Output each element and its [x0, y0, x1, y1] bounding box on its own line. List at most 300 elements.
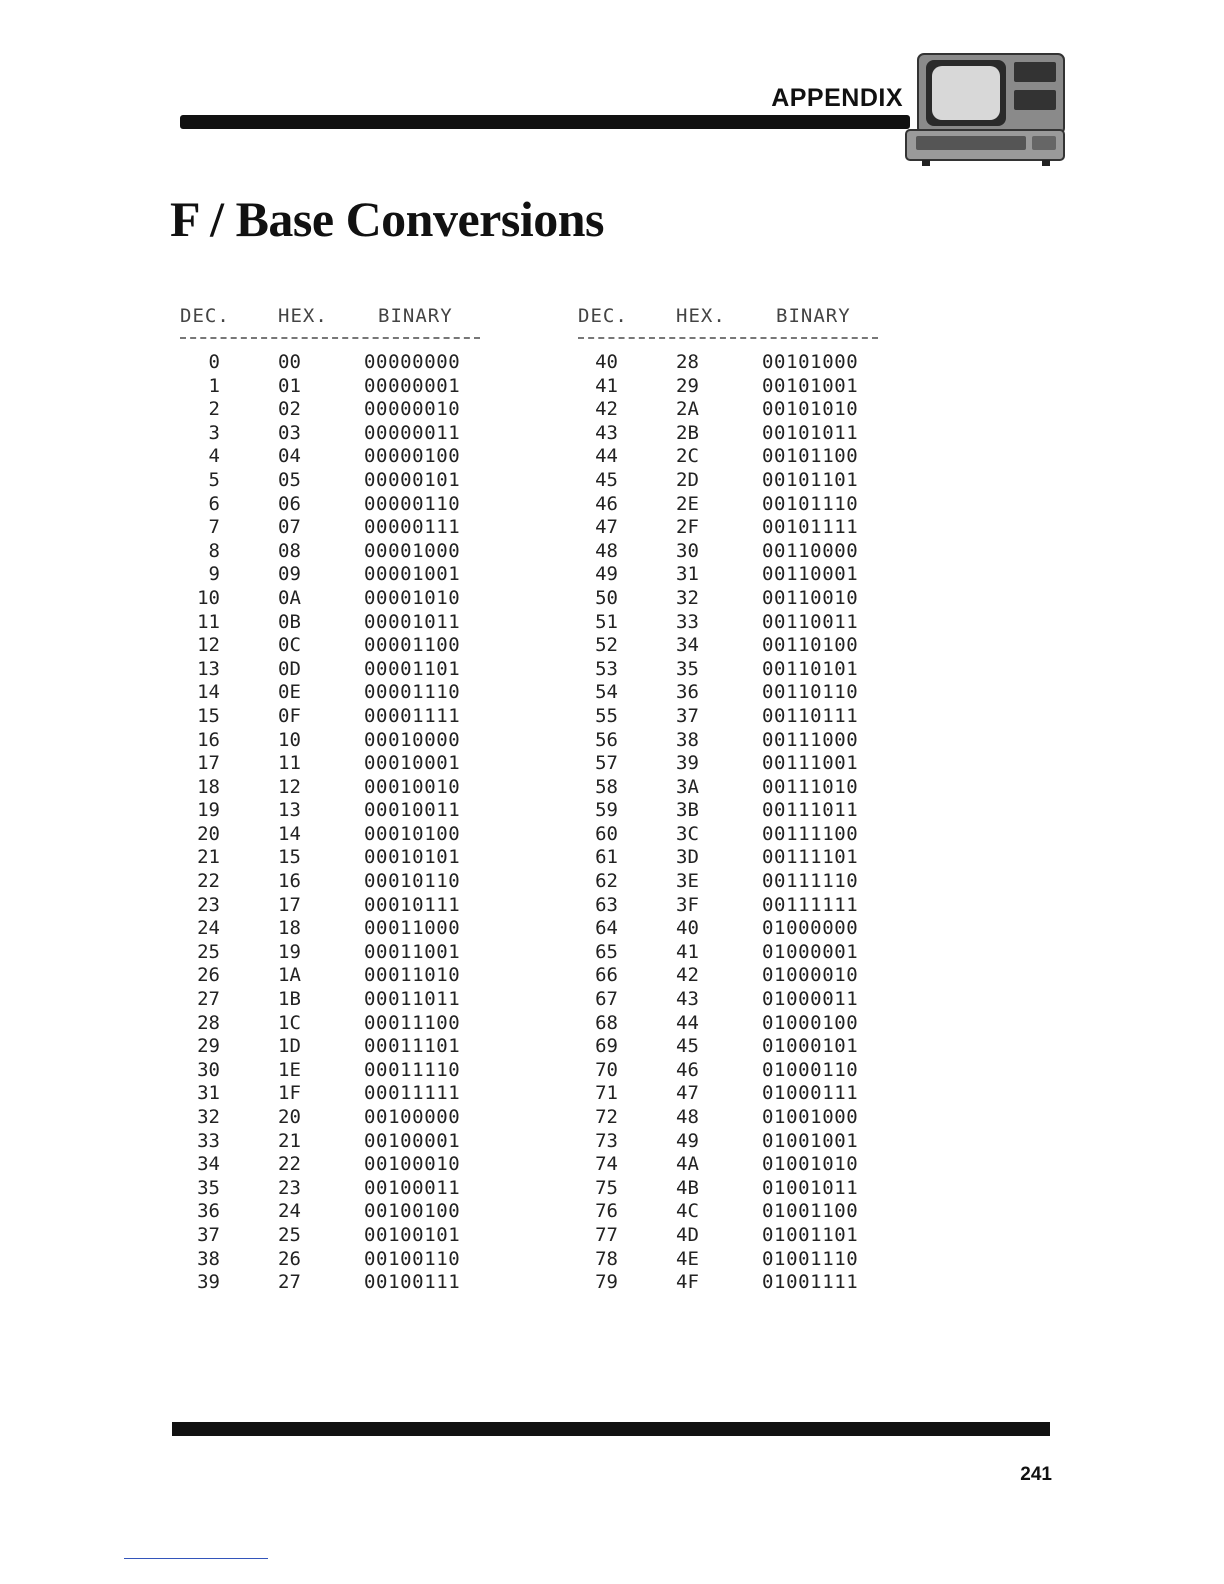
table-row [178, 729, 488, 753]
binary-cell: 00101111 [762, 516, 859, 539]
binary-cell: 00111101 [762, 846, 859, 869]
table-row [178, 1153, 488, 1177]
table-row [576, 1200, 886, 1224]
dec-cell: 62 [595, 870, 618, 893]
binary-cell: 00010101 [364, 846, 461, 869]
dec-cell: 44 [595, 445, 618, 468]
dec-cell: 6 [208, 492, 220, 515]
hex-cell: 30 [676, 539, 699, 562]
binary-cell: 00101011 [762, 421, 859, 444]
dec-cell: 48 [595, 539, 618, 562]
table-row [178, 422, 488, 446]
dec-cell: 78 [595, 1247, 618, 1270]
hex-cell: 07 [278, 516, 301, 539]
dec-cell: 2 [208, 398, 220, 421]
binary-cell: 00110010 [762, 586, 859, 609]
dec-cell: 54 [595, 681, 618, 704]
table-body [576, 351, 886, 1295]
table-row [576, 870, 886, 894]
binary-cell: 00101010 [762, 398, 859, 421]
hex-cell: 08 [278, 539, 301, 562]
binary-cell: 00111011 [762, 799, 859, 822]
dec-cell: 39 [197, 1271, 220, 1294]
binary-cell: 00011010 [364, 964, 461, 987]
dec-cell: 22 [197, 870, 220, 893]
table-row [178, 870, 488, 894]
dec-cell: 77 [595, 1223, 618, 1246]
dec-cell: 58 [595, 775, 618, 798]
table-row [178, 894, 488, 918]
dec-cell: 37 [197, 1223, 220, 1246]
hex-cell: 33 [676, 610, 699, 633]
table-row [178, 752, 488, 776]
hex-cell: 34 [676, 634, 699, 657]
hex-cell: 06 [278, 492, 301, 515]
hex-cell: 11 [278, 752, 301, 775]
column-header-dec: DEC. [578, 305, 628, 327]
hex-cell: 01 [278, 374, 301, 397]
table-row [576, 516, 886, 540]
binary-cell: 00010110 [364, 870, 461, 893]
binary-cell: 00001100 [364, 634, 461, 657]
binary-cell: 00110111 [762, 704, 859, 727]
binary-cell: 00111001 [762, 752, 859, 775]
column-header-hex: HEX. [676, 305, 726, 327]
binary-cell: 01001101 [762, 1223, 859, 1246]
hex-cell: 4D [676, 1223, 699, 1246]
dec-cell: 70 [595, 1058, 618, 1081]
table-row [178, 1106, 488, 1130]
table-row [178, 799, 488, 823]
binary-cell: 00101101 [762, 468, 859, 491]
dec-cell: 23 [197, 893, 220, 916]
hex-cell: 2E [676, 492, 699, 515]
dec-cell: 45 [595, 468, 618, 491]
table-row [576, 799, 886, 823]
binary-cell: 01000000 [762, 917, 859, 940]
table-row [178, 1059, 488, 1083]
table-row [178, 658, 488, 682]
table-row [178, 1082, 488, 1106]
dec-cell: 7 [208, 516, 220, 539]
table-row [178, 351, 488, 375]
hex-cell: 1D [278, 1035, 301, 1058]
hex-cell: 03 [278, 421, 301, 444]
binary-cell: 00010100 [364, 822, 461, 845]
binary-cell: 00110100 [762, 634, 859, 657]
table-row [178, 964, 488, 988]
binary-cell: 01000010 [762, 964, 859, 987]
hex-cell: 0A [278, 586, 301, 609]
table-row [576, 611, 886, 635]
table-row [576, 846, 886, 870]
table-row [576, 752, 886, 776]
table-row [576, 422, 886, 446]
binary-cell: 00101001 [762, 374, 859, 397]
table-row [576, 941, 886, 965]
dec-cell: 60 [595, 822, 618, 845]
hex-cell: 2B [676, 421, 699, 444]
hex-cell: 4E [676, 1247, 699, 1270]
dec-cell: 19 [197, 799, 220, 822]
table-row [178, 1271, 488, 1295]
table-row [178, 540, 488, 564]
dec-cell: 24 [197, 917, 220, 940]
binary-cell: 01000111 [762, 1082, 859, 1105]
table-row [178, 611, 488, 635]
binary-cell: 00000001 [364, 374, 461, 397]
dec-cell: 9 [208, 563, 220, 586]
column-header-dec: DEC. [180, 305, 230, 327]
binary-cell: 00101100 [762, 445, 859, 468]
hex-cell: 20 [278, 1106, 301, 1128]
binary-cell: 01001000 [762, 1106, 859, 1128]
binary-cell: 00001110 [364, 681, 461, 704]
footer-rule [172, 1422, 1050, 1436]
hex-cell: 17 [278, 893, 301, 916]
column-header-binary: BINARY [776, 305, 851, 327]
dec-cell: 43 [595, 421, 618, 444]
hex-cell: 41 [676, 940, 699, 963]
table-row [178, 941, 488, 965]
binary-cell: 00011110 [364, 1058, 461, 1081]
binary-cell: 00101000 [762, 351, 859, 373]
hex-cell: 32 [676, 586, 699, 609]
hex-cell: 29 [676, 374, 699, 397]
dec-cell: 79 [595, 1271, 618, 1294]
binary-cell: 01000101 [762, 1035, 859, 1058]
table-row [178, 469, 488, 493]
dec-cell: 15 [197, 704, 220, 727]
binary-cell: 01001010 [762, 1153, 859, 1176]
table-row [178, 445, 488, 469]
dec-cell: 33 [197, 1129, 220, 1152]
hex-cell: 48 [676, 1106, 699, 1128]
hex-cell: 19 [278, 940, 301, 963]
dec-cell: 36 [197, 1200, 220, 1223]
dec-cell: 67 [595, 988, 618, 1011]
hex-cell: 05 [278, 468, 301, 491]
table-row [576, 1224, 886, 1248]
binary-cell: 00100100 [364, 1200, 461, 1223]
hex-cell: 46 [676, 1058, 699, 1081]
table-row [576, 587, 886, 611]
binary-cell: 00111010 [762, 775, 859, 798]
hex-cell: 4F [676, 1271, 699, 1294]
dec-cell: 73 [595, 1129, 618, 1152]
hex-cell: 04 [278, 445, 301, 468]
table-row [178, 375, 488, 399]
binary-cell: 00010001 [364, 752, 461, 775]
dec-cell: 74 [595, 1153, 618, 1176]
column-header-binary: BINARY [378, 305, 453, 327]
table-row [178, 398, 488, 422]
hex-cell: 40 [676, 917, 699, 940]
binary-cell: 00100110 [364, 1247, 461, 1270]
page-number: 241 [1020, 1464, 1052, 1485]
binary-cell: 00000000 [364, 351, 461, 373]
dec-cell: 25 [197, 940, 220, 963]
table-row [576, 1130, 886, 1154]
binary-cell: 00111111 [762, 893, 859, 916]
dec-cell: 65 [595, 940, 618, 963]
table-row [178, 988, 488, 1012]
binary-cell: 00110110 [762, 681, 859, 704]
dec-cell: 14 [197, 681, 220, 704]
hex-cell: 2A [676, 398, 699, 421]
dec-cell: 64 [595, 917, 618, 940]
binary-cell: 01001100 [762, 1200, 859, 1223]
binary-cell: 00001101 [364, 657, 461, 680]
dec-cell: 56 [595, 728, 618, 751]
binary-cell: 00000110 [364, 492, 461, 515]
table-row [576, 469, 886, 493]
table-row [576, 563, 886, 587]
table-row [576, 729, 886, 753]
hex-cell: 0B [278, 610, 301, 633]
table-row [576, 1035, 886, 1059]
binary-cell: 00011100 [364, 1011, 461, 1034]
table-row [576, 1153, 886, 1177]
dec-cell: 41 [595, 374, 618, 397]
table-row [178, 1248, 488, 1272]
table-row [178, 823, 488, 847]
dec-cell: 51 [595, 610, 618, 633]
table-row [178, 1012, 488, 1036]
table-row [178, 705, 488, 729]
dec-cell: 0 [208, 351, 220, 373]
hex-cell: 3B [676, 799, 699, 822]
binary-cell: 00000010 [364, 398, 461, 421]
hex-cell: 02 [278, 398, 301, 421]
dec-cell: 50 [595, 586, 618, 609]
binary-cell: 00000100 [364, 445, 461, 468]
dec-cell: 61 [595, 846, 618, 869]
dec-cell: 72 [595, 1106, 618, 1128]
hex-cell: 21 [278, 1129, 301, 1152]
hex-cell: 22 [278, 1153, 301, 1176]
dec-cell: 76 [595, 1200, 618, 1223]
binary-cell: 00000011 [364, 421, 461, 444]
hex-cell: 2C [676, 445, 699, 468]
dec-cell: 40 [595, 351, 618, 373]
dec-cell: 53 [595, 657, 618, 680]
binary-cell: 01000110 [762, 1058, 859, 1081]
binary-cell: 01001111 [762, 1271, 859, 1294]
hex-cell: 3A [676, 775, 699, 798]
hex-cell: 23 [278, 1176, 301, 1199]
hex-cell: 0F [278, 704, 301, 727]
hex-cell: 25 [278, 1223, 301, 1246]
table-row [576, 1012, 886, 1036]
hex-cell: 2F [676, 516, 699, 539]
table-row [576, 1271, 886, 1295]
footnote-divider [124, 1558, 268, 1559]
table-row [178, 634, 488, 658]
hex-cell: 0D [278, 657, 301, 680]
dec-cell: 20 [197, 822, 220, 845]
table-row [576, 375, 886, 399]
dec-cell: 69 [595, 1035, 618, 1058]
hex-cell: 09 [278, 563, 301, 586]
dec-cell: 52 [595, 634, 618, 657]
dec-cell: 55 [595, 704, 618, 727]
dec-cell: 47 [595, 516, 618, 539]
dec-cell: 49 [595, 563, 618, 586]
column-header-hex: HEX. [278, 305, 328, 327]
hex-cell: 1A [278, 964, 301, 987]
dec-cell: 42 [595, 398, 618, 421]
hex-cell: 18 [278, 917, 301, 940]
dec-cell: 59 [595, 799, 618, 822]
table-row [576, 634, 886, 658]
binary-cell: 00001000 [364, 539, 461, 562]
hex-cell: 13 [278, 799, 301, 822]
table-row [576, 964, 886, 988]
dec-cell: 8 [208, 539, 220, 562]
table-row [576, 1082, 886, 1106]
binary-cell: 01000011 [762, 988, 859, 1011]
dec-cell: 3 [208, 421, 220, 444]
table-body [178, 351, 488, 1295]
hex-cell: 37 [676, 704, 699, 727]
header-rule [180, 115, 910, 129]
hex-cell: 43 [676, 988, 699, 1011]
binary-cell: 00011101 [364, 1035, 461, 1058]
hex-cell: 0C [278, 634, 301, 657]
dec-cell: 13 [197, 657, 220, 680]
hex-cell: 1F [278, 1082, 301, 1105]
binary-cell: 00100111 [364, 1271, 461, 1294]
dec-cell: 46 [595, 492, 618, 515]
dec-cell: 18 [197, 775, 220, 798]
dec-cell: 17 [197, 752, 220, 775]
hex-cell: 31 [676, 563, 699, 586]
table-row [576, 823, 886, 847]
hex-cell: 27 [278, 1271, 301, 1294]
hex-cell: 3E [676, 870, 699, 893]
hex-cell: 4C [676, 1200, 699, 1223]
hex-cell: 2D [676, 468, 699, 491]
table-row [576, 351, 886, 375]
table-row [178, 516, 488, 540]
dec-cell: 57 [595, 752, 618, 775]
hex-cell: 35 [676, 657, 699, 680]
binary-cell: 00000111 [364, 516, 461, 539]
hex-cell: 1E [278, 1058, 301, 1081]
table-row [576, 493, 886, 517]
table-row [576, 776, 886, 800]
dec-cell: 30 [197, 1058, 220, 1081]
binary-cell: 00100010 [364, 1153, 461, 1176]
binary-cell: 01001110 [762, 1247, 859, 1270]
binary-cell: 00110101 [762, 657, 859, 680]
hex-cell: 15 [278, 846, 301, 869]
hex-cell: 0E [278, 681, 301, 704]
binary-cell: 00110011 [762, 610, 859, 633]
binary-cell: 01000001 [762, 940, 859, 963]
hex-cell: 16 [278, 870, 301, 893]
table-row [178, 681, 488, 705]
table-row [178, 776, 488, 800]
dec-cell: 35 [197, 1176, 220, 1199]
page-title: F / Base Conversions [170, 191, 604, 247]
table-row [178, 917, 488, 941]
binary-cell: 00010000 [364, 728, 461, 751]
dec-cell: 10 [197, 586, 220, 609]
table-row [576, 894, 886, 918]
dec-cell: 12 [197, 634, 220, 657]
dec-cell: 21 [197, 846, 220, 869]
binary-cell: 00010010 [364, 775, 461, 798]
hex-cell: 00 [278, 351, 301, 373]
dec-cell: 32 [197, 1106, 220, 1128]
dec-cell: 34 [197, 1153, 220, 1176]
table-row [576, 1177, 886, 1201]
table-row [576, 445, 886, 469]
binary-cell: 01001011 [762, 1176, 859, 1199]
appendix-label: APPENDIX [771, 84, 903, 112]
binary-cell: 00011011 [364, 988, 461, 1011]
table-row [576, 1248, 886, 1272]
binary-cell: 00110001 [762, 563, 859, 586]
hex-cell: 10 [278, 728, 301, 751]
dec-cell: 29 [197, 1035, 220, 1058]
table-row [576, 540, 886, 564]
hex-cell: 38 [676, 728, 699, 751]
table-row [576, 681, 886, 705]
hex-cell: 4A [676, 1153, 699, 1176]
hex-cell: 44 [676, 1011, 699, 1034]
binary-cell: 00000101 [364, 468, 461, 491]
binary-cell: 00001011 [364, 610, 461, 633]
dec-cell: 1 [208, 374, 220, 397]
dec-cell: 26 [197, 964, 220, 987]
hex-cell: 3F [676, 893, 699, 916]
table-row [178, 1224, 488, 1248]
hex-cell: 24 [278, 1200, 301, 1223]
binary-cell: 00011111 [364, 1082, 461, 1105]
hex-cell: 1B [278, 988, 301, 1011]
table-row [178, 846, 488, 870]
table-row [178, 493, 488, 517]
hex-cell: 4B [676, 1176, 699, 1199]
binary-cell: 00001010 [364, 586, 461, 609]
table-row [576, 988, 886, 1012]
hex-cell: 3D [676, 846, 699, 869]
table-row [178, 1035, 488, 1059]
dec-cell: 28 [197, 1011, 220, 1034]
dec-cell: 16 [197, 728, 220, 751]
binary-cell: 00110000 [762, 539, 859, 562]
dec-cell: 27 [197, 988, 220, 1011]
table-row [576, 705, 886, 729]
dec-cell: 63 [595, 893, 618, 916]
binary-cell: 00100011 [364, 1176, 461, 1199]
header-divider [180, 337, 480, 339]
dec-cell: 68 [595, 1011, 618, 1034]
dec-cell: 66 [595, 964, 618, 987]
table-row [576, 917, 886, 941]
dec-cell: 11 [197, 610, 220, 633]
hex-cell: 47 [676, 1082, 699, 1105]
hex-cell: 45 [676, 1035, 699, 1058]
binary-cell: 00111100 [762, 822, 859, 845]
table-row [178, 1177, 488, 1201]
table-row [178, 1130, 488, 1154]
table-row [178, 587, 488, 611]
binary-cell: 00001001 [364, 563, 461, 586]
